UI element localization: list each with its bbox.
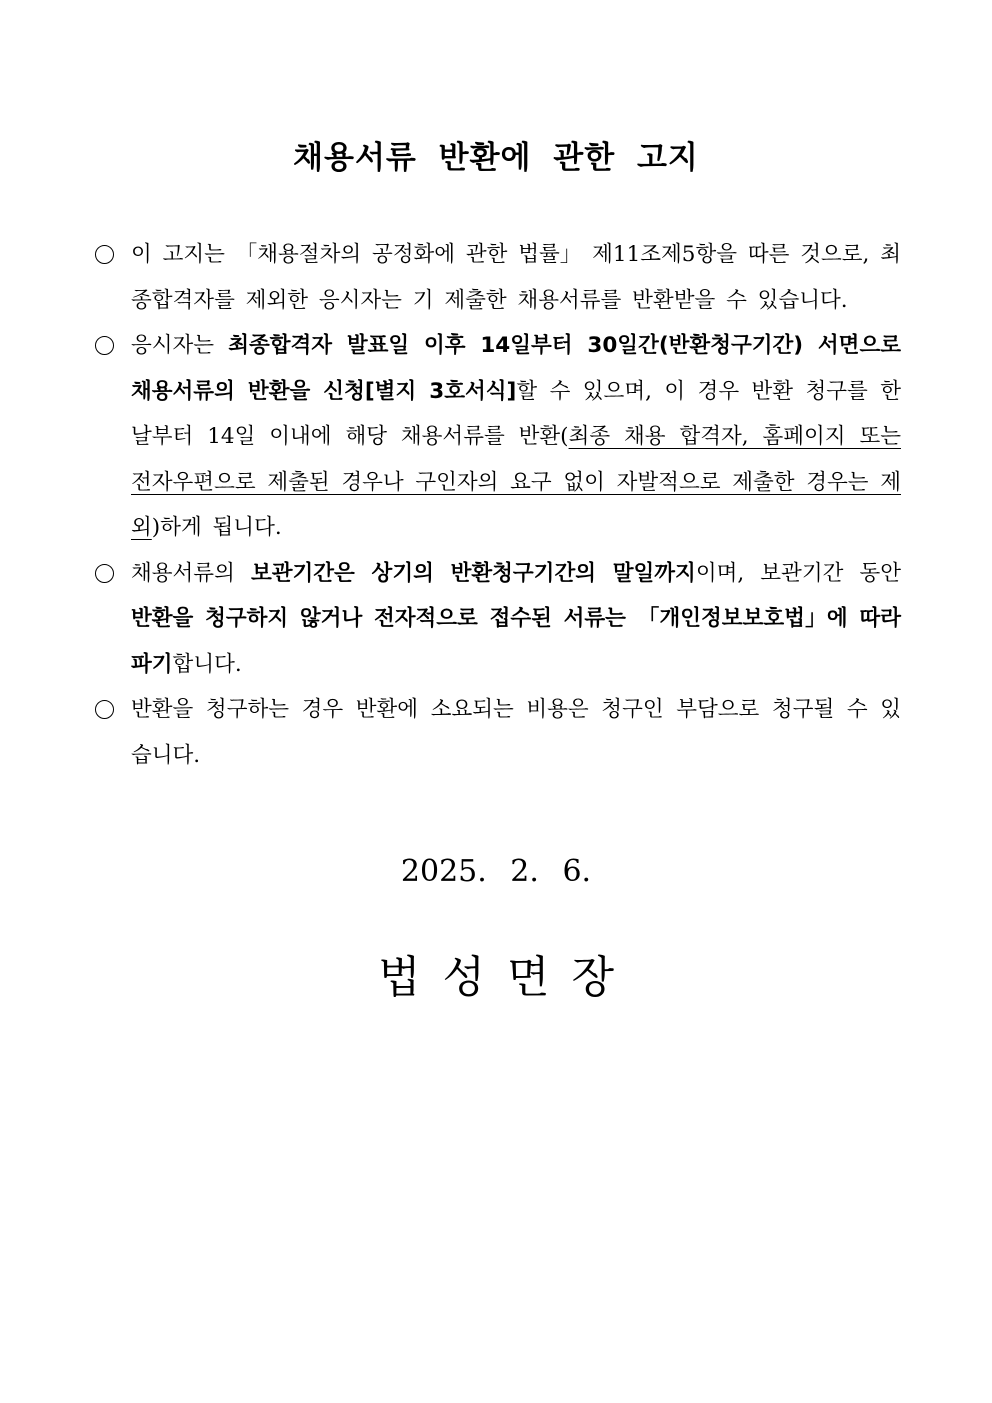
text-segment: 합니다. bbox=[172, 651, 242, 677]
text-segment: 이 고지는 「채용절차의 공정화에 관한 법률」 제11조제5항을 따른 것으로, 최종합격자를 제외한 응시자는 기 제출한 채용서류를 반환받을 수 있습니다. bbox=[131, 242, 901, 313]
text-segment: )하게 됩니다. bbox=[151, 515, 282, 540]
text-segment: 반환을 청구하는 경우 반환에 소요되는 비용은 청구인 부담으로 청구될 수 있습니다. bbox=[131, 697, 901, 768]
notice-item-4 bbox=[93, 687, 901, 778]
issuing-organization: 법성면장 bbox=[377, 952, 636, 1003]
circle-bullet-icon bbox=[95, 700, 114, 719]
notice-date: 2025. 2. 6. bbox=[400, 854, 592, 889]
circle-bullet-icon bbox=[95, 564, 114, 583]
document-title: 채용서류 반환에 관한 고지 bbox=[293, 140, 699, 176]
notice-item-text bbox=[131, 232, 901, 323]
notice-item-text bbox=[131, 323, 901, 551]
notice-item-text bbox=[131, 551, 901, 688]
text-segment-bold: 반환을 청구하지 않거나 전자적으로 접수된 서류는 「개인정보보호법」에 따라 파기 bbox=[131, 606, 901, 677]
text-segment: 이며, 보관기간 동안 bbox=[695, 560, 901, 586]
text-segment-underlined: 최종 채용 합격자, 홈페이지 또는 전자우편으로 제출된 경우나 구인자의 요구 없이 자발적으로 제출한 경우는 제외 bbox=[131, 424, 901, 540]
circle-bullet-icon bbox=[95, 336, 114, 355]
notice-list bbox=[93, 232, 901, 778]
notice-item-2 bbox=[93, 323, 901, 551]
text-segment: 할 수 있으며, 이 경우 반환 청구를 한 날부터 14일 이내에 해당 채용서류를 반환( bbox=[131, 378, 901, 449]
notice-item-3 bbox=[93, 551, 901, 688]
text-segment: 응시자는 bbox=[131, 333, 229, 358]
notice-item-text bbox=[131, 687, 901, 778]
text-segment: 채용서류의 bbox=[131, 560, 251, 586]
circle-bullet-icon bbox=[95, 245, 114, 264]
notice-item-1 bbox=[93, 232, 901, 323]
text-segment-bold: 최종합격자 발표일 이후 14일부터 30일간(반환청구기간) 서면으로 채용서류의 반환을 신청[별지 3호서식] bbox=[131, 333, 901, 404]
text-segment-bold: 보관기간은 상기의 반환청구기간의 말일까지 bbox=[250, 560, 696, 586]
